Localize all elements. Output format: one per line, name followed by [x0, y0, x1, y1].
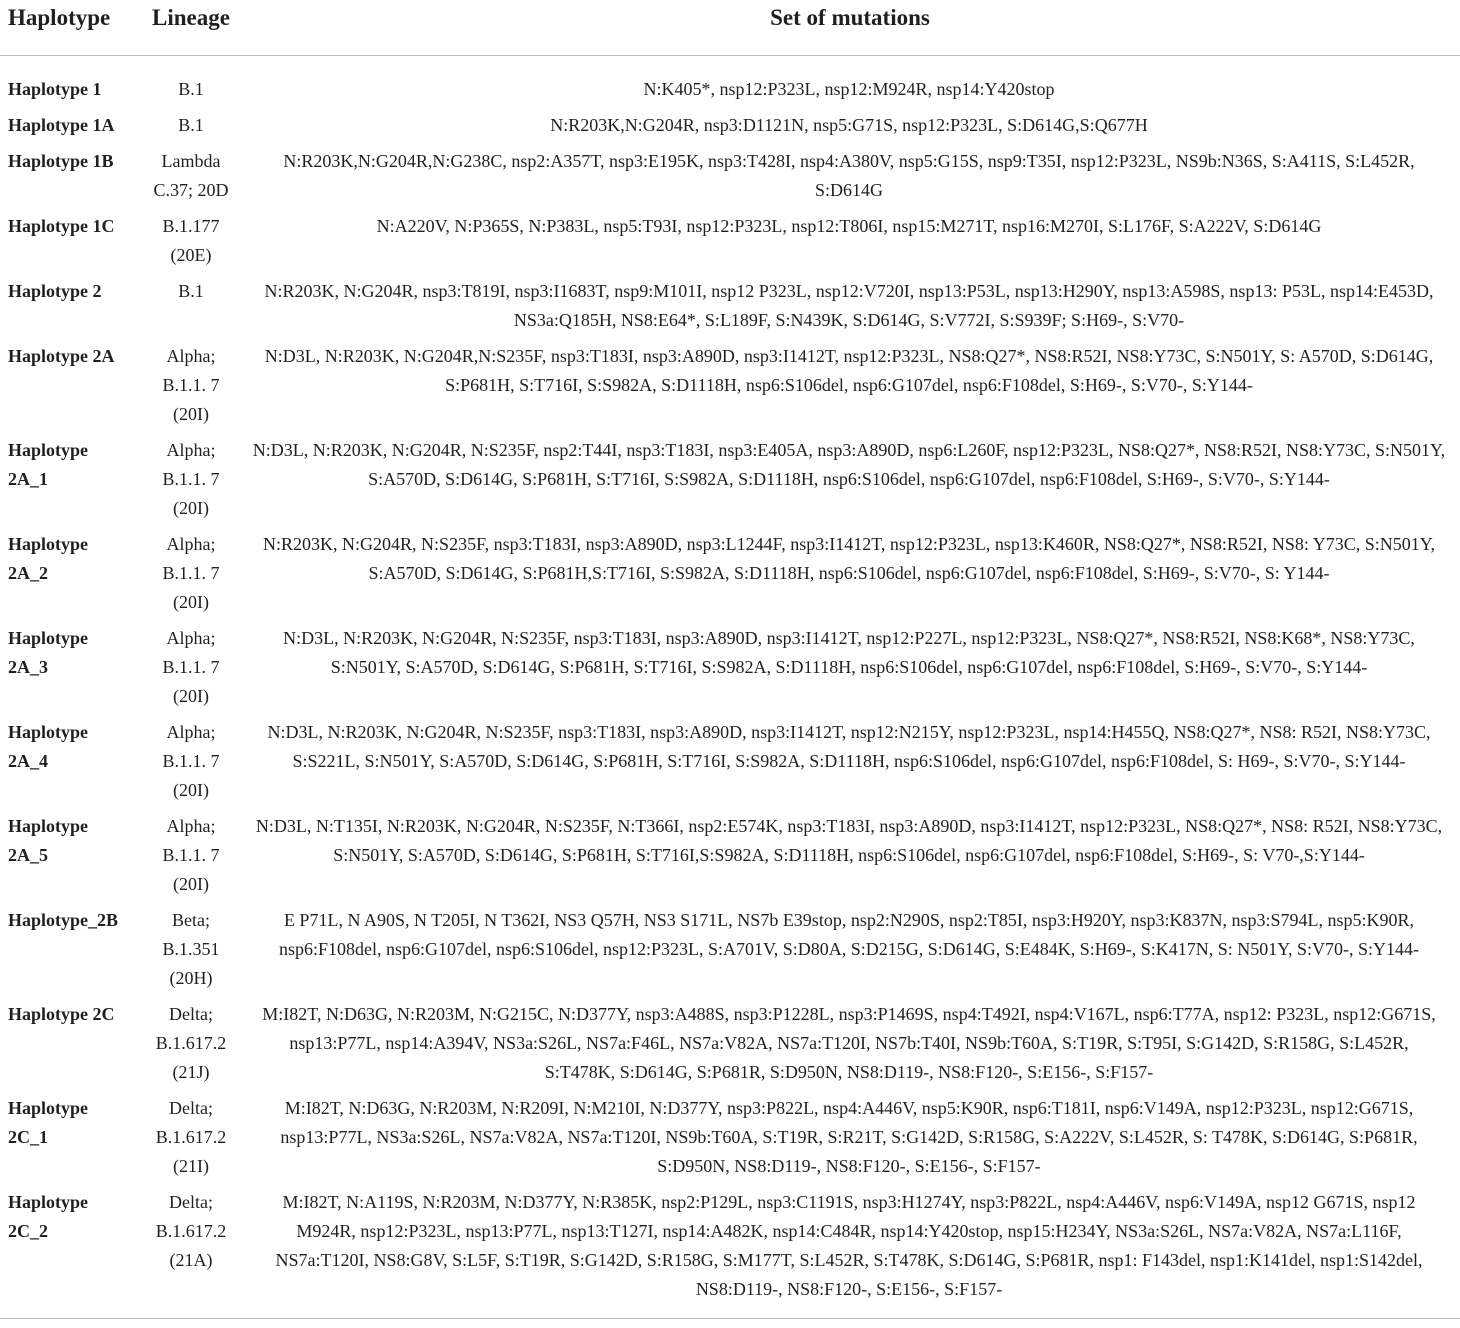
mutations-cell: N:R203K, N:G204R, nsp3:T819I, nsp3:I1683T, nsp9:M101I, nsp12 P323L, nsp12:V720I, nsp13:P53L, nsp13:H290Y, nsp13:A598S, nsp13: P53L, nsp14:E453D, NS3a:Q185H, NS8:E64*, S:L189F, S:N439K, S:D614G, S:V772I, S:S939F; S:H69-, S:V70- — [264, 281, 1434, 330]
table-row — [0, 342, 1460, 436]
header-haplotype: Haplotype — [0, 0, 142, 56]
lineage-cell: Lambda C.37; 20D — [153, 151, 229, 200]
mutations-cell: E P71L, N A90S, N T205I, N T362I, NS3 Q57H, NS3 S171L, NS7b E39stop, nsp2:N290S, nsp2:T85I, nsp3:H920Y, nsp3:K837N, nsp3:S794L, nsp5:K90R, nsp6:F108del, nsp6:G107del, nsp6:S106del, nsp12:P323L, S:A701V, S:D80A, S:D215G, S:D614G, S:E484K, S:H69-, S:K417N, S: N501Y, S:V70-, S:Y144- — [279, 910, 1419, 959]
haplotype-cell: Haplotype 1 — [8, 79, 102, 99]
lineage-cell: Alpha; B.1.1. 7 (20I) — [162, 816, 220, 894]
header-lineage: Lineage — [142, 0, 240, 56]
mutations-cell: M:I82T, N:D63G, N:R203M, N:R209I, N:M210I, N:D377Y, nsp3:P822L, nsp4:A446V, nsp5:K90R, nsp6:T181I, nsp6:V149A, nsp12:P323L, nsp12:G671S, nsp13:P77L, NS3a:S26L, NS7a:V82A, NS7a:T120I, NS9b:T60A, S:T19R, S:R21T, S:G142D, S:R158G, S:A222V, S:L452R, S: T478K, S:D614G, S:P681R, S:D950N, NS8:D119-, NS8:F120-, S:E156-, S:F157- — [280, 1098, 1418, 1176]
lineage-cell: Alpha; B.1.1. 7 (20I) — [162, 722, 220, 800]
bottom-rule — [0, 1318, 1460, 1319]
mutations-cell: N:D3L, N:R203K, N:G204R, N:S235F, nsp3:T183I, nsp3:A890D, nsp3:I1412T, nsp12:N215Y, nsp12:P323L, nsp14:H455Q, NS8:Q27*, NS8: R52I, NS8:Y73C, S:S221L, S:N501Y, S:A570D, S:D614G, S:P681H, S:T716I, S:S982A, S:D1118H, nsp6:S106del, nsp6:G107del, nsp6:F108del, S: H69-, S:V70-, S:Y144- — [267, 722, 1431, 771]
mutations-cell: N:D3L, N:R203K, N:G204R,N:S235F, nsp3:T183I, nsp3:A890D, nsp3:I1412T, nsp12:P323L, NS8:Q27*, NS8:R52I, NS8:Y73C, S:N501Y, S: A570D, S:D614G, S:P681H, S:T716I, S:S982A, S:D1118H, nsp6:S106del, nsp6:G107del, nsp6:F108del, S:H69-, S:V70-, S:Y144- — [264, 346, 1434, 395]
haplotype-cell: Haplotype 2A_1 — [8, 440, 89, 489]
table-row — [0, 1000, 1460, 1094]
haplotype-cell: Haplotype_2B — [8, 910, 119, 930]
haplotype-cell: Haplotype 2A_2 — [8, 534, 89, 583]
header-row — [0, 0, 1460, 56]
mutations-cell: N:R203K,N:G204R, nsp3:D1121N, nsp5:G71S, nsp12:P323L, S:D614G,S:Q677H — [550, 115, 1148, 135]
mutations-cell: N:K405*, nsp12:P323L, nsp12:M924R, nsp14:Y420stop — [643, 79, 1055, 99]
table-row — [0, 147, 1460, 212]
table-row — [0, 277, 1460, 342]
lineage-cell: B.1 — [178, 79, 204, 99]
table-row — [0, 56, 1460, 112]
mutations-cell: N:D3L, N:T135I, N:R203K, N:G204R, N:S235F, N:T366I, nsp2:E574K, nsp3:T183I, nsp3:A890D, nsp3:I1412T, nsp12:P323L, NS8:Q27*, NS8: R52I, NS8:Y73C, S:N501Y, S:A570D, S:D614G, S:P681H, S:T716I,S:S982A, S:D1118H, nsp6:S106del, nsp6:G107del, nsp6:F108del, S:H69-, S: V70-,S:Y144- — [255, 816, 1443, 865]
lineage-cell: B.1 — [178, 115, 204, 135]
haplotype-cell: Haplotype 1B — [8, 151, 114, 171]
header-mutations: Set of mutations — [240, 0, 1460, 56]
haplotype-cell: Haplotype 2C_1 — [8, 1098, 89, 1147]
table-row — [0, 624, 1460, 718]
haplotype-cell: Haplotype 2A_3 — [8, 628, 89, 677]
lineage-cell: Alpha; B.1.1. 7 (20I) — [162, 628, 220, 706]
table-row — [0, 812, 1460, 906]
table-row — [0, 906, 1460, 1000]
haplotype-cell: Haplotype 2C — [8, 1004, 115, 1024]
haplotype-cell: Haplotype 2 — [8, 281, 102, 301]
lineage-cell: Alpha; B.1.1. 7 (20I) — [162, 346, 220, 424]
table-row — [0, 718, 1460, 812]
haplotype-cell: Haplotype 2A_5 — [8, 816, 89, 865]
table-row — [0, 111, 1460, 147]
mutations-cell: N:D3L, N:R203K, N:G204R, N:S235F, nsp3:T183I, nsp3:A890D, nsp3:I1412T, nsp12:P227L, nsp12:P323L, NS8:Q27*, NS8:R52I, NS8:K68*, NS8:Y73C, S:N501Y, S:A570D, S:D614G, S:P681H, S:T716I, S:S982A, S:D1118H, nsp6:S106del, nsp6:G107del, nsp6:F108del, S:H69-, S:V70-, S:Y144- — [283, 628, 1415, 677]
table-row — [0, 1188, 1460, 1311]
mutations-cell: M:I82T, N:A119S, N:R203M, N:D377Y, N:R385K, nsp2:P129L, nsp3:C1191S, nsp3:H1274Y, nsp3:P822L, nsp4:A446V, nsp6:V149A, nsp12 G671S, nsp12 M924R, nsp12:P323L, nsp13:P77L, nsp13:T127I, nsp14:A482K, nsp14:C484R, nsp14:Y420stop, nsp15:H234Y, NS3a:S26L, NS7a:V82A, NS7a:L116F, NS7a:T120I, NS8:G8V, S:L5F, S:T19R, S:G142D, S:R158G, S:M177T, S:L452R, S:T478K, S:D614G, S:P681R, nsp1: F143del, nsp1:K141del, nsp1:S142del, NS8:D119-, NS8:F120-, S:E156-, S:F157- — [275, 1192, 1423, 1299]
mutations-cell: N:R203K, N:G204R, N:S235F, nsp3:T183I, nsp3:A890D, nsp3:L1244F, nsp3:I1412T, nsp12:P323L, nsp13:K460R, NS8:Q27*, NS8:R52I, NS8: Y73C, S:N501Y, S:A570D, S:D614G, S:P681H,S:T716I, S:S982A, S:D1118H, nsp6:S106del, nsp6:G107del, nsp6:F108del, S:H69-, S:V70-, S: Y144- — [263, 534, 1435, 583]
mutations-cell: N:D3L, N:R203K, N:G204R, N:S235F, nsp2:T44I, nsp3:T183I, nsp3:E405A, nsp3:A890D, nsp6:L260F, nsp12:P323L, NS8:Q27*, NS8:R52I, NS8:Y73C, S:N501Y, S:A570D, S:D614G, S:P681H, S:T716I, S:S982A, S:D1118H, nsp6:S106del, nsp6:G107del, nsp6:F108del, S:H69-, S:V70-, S:Y144- — [252, 440, 1446, 489]
lineage-cell: B.1 — [178, 281, 204, 301]
haplotype-cell: Haplotype 2A_4 — [8, 722, 89, 771]
lineage-cell: Beta; B.1.351 (20H) — [162, 910, 220, 988]
haplotype-cell: Haplotype 2C_2 — [8, 1192, 89, 1241]
mutations-cell: M:I82T, N:D63G, N:R203M, N:G215C, N:D377Y, nsp3:A488S, nsp3:P1228L, nsp3:P1469S, nsp4:T492I, nsp4:V167L, nsp6:T77A, nsp12: P323L, nsp12:G671S, nsp13:P77L, nsp14:A394V, NS3a:S26L, NS7a:F46L, NS7a:V82A, NS7a:T120I, NS7b:T40I, NS9b:T60A, S:T19R, S:T95I, S:G142D, S:R158G, S:L452R, S:T478K, S:D614G, S:P681R, S:D950N, NS8:D119-, NS8:F120-, S:E156-, S:F157- — [262, 1004, 1436, 1082]
haplotype-cell: Haplotype 2A — [8, 346, 115, 366]
table-row — [0, 530, 1460, 624]
table-header — [0, 0, 1460, 56]
lineage-cell: Delta; B.1.617.2 (21J) — [155, 1004, 227, 1082]
haplotype-cell: Haplotype 1C — [8, 216, 115, 236]
lineage-cell: Alpha; B.1.1. 7 (20I) — [162, 440, 220, 518]
table-row — [0, 212, 1460, 277]
table-row — [0, 436, 1460, 530]
lineage-cell: Alpha; B.1.1. 7 (20I) — [162, 534, 220, 612]
mutations-cell: N:R203K,N:G204R,N:G238C, nsp2:A357T, nsp3:E195K, nsp3:T428I, nsp4:A380V, nsp5:G15S, nsp9:T35I, nsp12:P323L, NS9b:N36S, S:A411S, S:L452R, S:D614G — [283, 151, 1415, 200]
table-body — [0, 56, 1460, 1312]
table-row — [0, 1094, 1460, 1188]
lineage-cell: Delta; B.1.617.2 (21I) — [155, 1098, 227, 1176]
lineage-cell: B.1.177 (20E) — [162, 216, 220, 265]
lineage-cell: Delta; B.1.617.2 (21A) — [155, 1192, 227, 1270]
haplotype-cell: Haplotype 1A — [8, 115, 115, 135]
mutations-cell: N:A220V, N:P365S, N:P383L, nsp5:T93I, nsp12:P323L, nsp12:T806I, nsp15:M271T, nsp16:M270I, S:L176F, S:A222V, S:D614G — [376, 216, 1322, 236]
